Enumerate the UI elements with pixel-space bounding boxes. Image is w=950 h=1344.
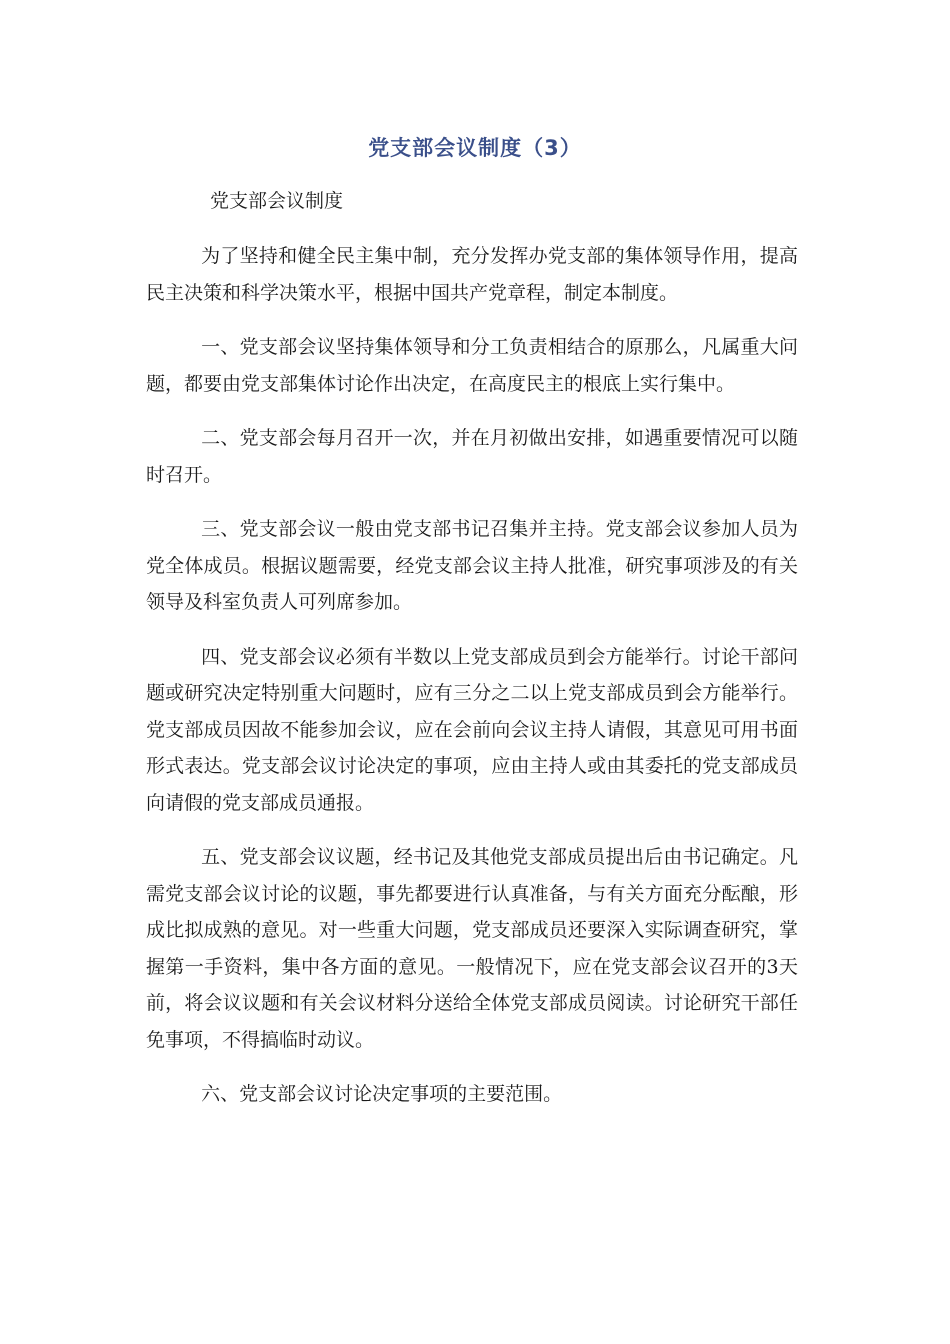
paragraph-6: 六、党支部会议讨论决定事项的主要范围。 [201, 1083, 563, 1105]
paragraph-4: 四、党支部会议必须有半数以上党支部成员到会方能举行。讨论干部问题或研究决定特别重大问题时，应有三分之二以上党支部成员到会方能举行。党支部成员因故不能参加会议，应在会前向会议主持人请假，其意见可用书面形式表达。党支部会议讨论决定的事项，应由主持人或由其委托的党支部成员向请假的党支部成员通报。 [146, 645, 798, 814]
paragraph-2: 二、党支部会每月召开一次，并在月初做出安排，如遇重要情况可以随时召开。 [146, 427, 798, 486]
paragraph-intro: 为了坚持和健全民主集中制，充分发挥办党支部的集体领导作用，提高民主决策和科学决策水平，根据中国共产党章程，制定本制度。 [146, 245, 798, 304]
document-title: 党支部会议制度（3） [368, 136, 582, 160]
paragraph-5: 五、党支部会议议题，经书记及其他党支部成员提出后由书记确定。凡需党支部会议讨论的议题，事先都要进行认真准备，与有关方面充分酝酿，形成比拟成熟的意见。对一些重大问题，党支部成员还要深入实际调查研究，掌握第一手资料，集中各方面的意见。一般情况下，应在党支部会议召开的3天前，将会议议题和有关会议材料分送给全体党支部成员阅读。讨论研究干部任免事项，不得搞临时动议。 [146, 846, 798, 1051]
paragraph-3: 三、党支部会议一般由党支部书记召集并主持。党支部会议参加人员为党全体成员。根据议题需要，经党支部会议主持人批准，研究事项涉及的有关领导及科室负责人可列席参加。 [146, 518, 798, 613]
paragraph-1: 一、党支部会议坚持集体领导和分工负责相结合的原那么，凡属重大问题，都要由党支部集体讨论作出决定，在高度民主的根底上实行集中。 [146, 336, 798, 395]
document-subtitle: 党支部会议制度 [210, 190, 344, 212]
document-body [146, 238, 798, 1131]
